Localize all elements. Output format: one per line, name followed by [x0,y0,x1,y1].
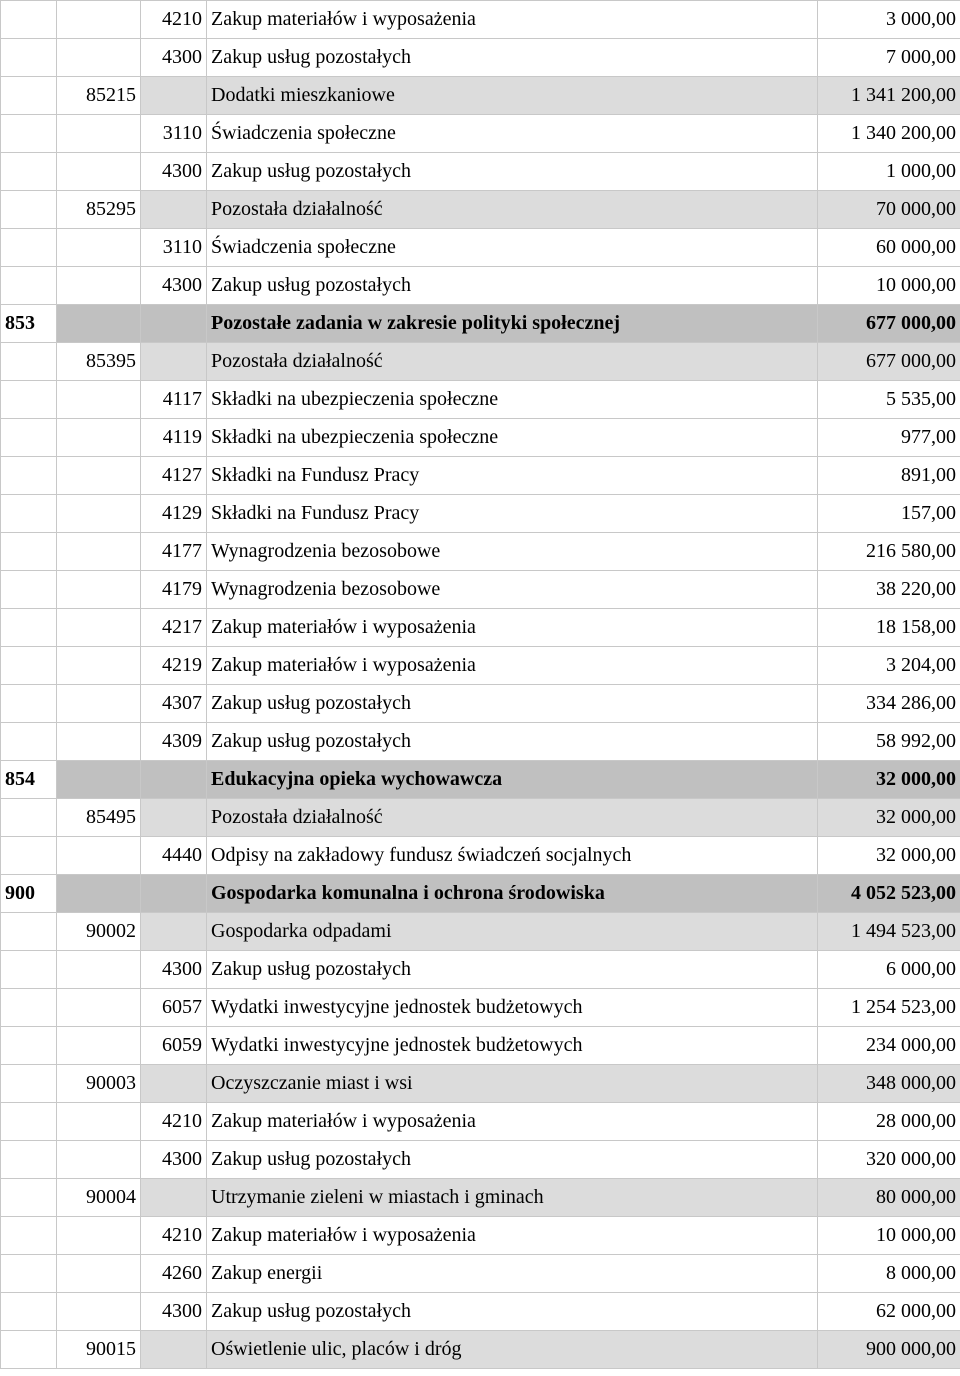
chapter-row [1,1331,960,1369]
amount-cell: 900 000,00 [818,1331,960,1369]
empty-cell [141,761,207,799]
paragraph-row [1,571,960,609]
code-cell: 4210 [141,1,207,39]
code-cell: 900 [1,875,57,913]
name-cell: Składki na Fundusz Pracy [207,495,818,533]
name-cell: Pozostała działalność [207,191,818,229]
empty-cell [1,1217,57,1255]
paragraph-row [1,609,960,647]
empty-cell [57,1217,141,1255]
amount-cell: 70 000,00 [818,191,960,229]
chapter-row [1,1179,960,1217]
budget-table-body [1,1,960,1369]
empty-cell [141,343,207,381]
code-cell: 6057 [141,989,207,1027]
amount-cell: 3 204,00 [818,647,960,685]
empty-cell [1,647,57,685]
empty-cell [57,875,141,913]
paragraph-row [1,457,960,495]
empty-cell [141,1065,207,1103]
name-cell: Wydatki inwestycyjne jednostek budżetowych [207,1027,818,1065]
paragraph-row [1,1027,960,1065]
name-cell: Zakup materiałów i wyposażenia [207,1,818,39]
empty-cell [57,495,141,533]
empty-cell [1,77,57,115]
chapter-row [1,1065,960,1103]
amount-cell: 216 580,00 [818,533,960,571]
name-cell: Gospodarka odpadami [207,913,818,951]
empty-cell [57,1103,141,1141]
empty-cell [1,1103,57,1141]
code-cell: 4129 [141,495,207,533]
code-cell: 854 [1,761,57,799]
name-cell: Składki na ubezpieczenia społeczne [207,419,818,457]
empty-cell [57,1141,141,1179]
code-cell: 90003 [57,1065,141,1103]
paragraph-row [1,723,960,761]
section-row [1,305,960,343]
empty-cell [1,913,57,951]
name-cell: Oświetlenie ulic, placów i dróg [207,1331,818,1369]
empty-cell [141,799,207,837]
empty-cell [1,1331,57,1369]
empty-cell [141,191,207,229]
code-cell: 3110 [141,115,207,153]
code-cell: 90004 [57,1179,141,1217]
name-cell: Zakup energii [207,1255,818,1293]
name-cell: Pozostałe zadania w zakresie polityki społecznej [207,305,818,343]
name-cell: Świadczenia społeczne [207,115,818,153]
code-cell: 4219 [141,647,207,685]
amount-cell: 891,00 [818,457,960,495]
empty-cell [1,571,57,609]
chapter-row [1,191,960,229]
empty-cell [1,723,57,761]
amount-cell: 38 220,00 [818,571,960,609]
empty-cell [57,951,141,989]
code-cell: 4300 [141,267,207,305]
code-cell: 4307 [141,685,207,723]
empty-cell [57,609,141,647]
empty-cell [1,1,57,39]
amount-cell: 6 000,00 [818,951,960,989]
empty-cell [1,533,57,571]
amount-cell: 677 000,00 [818,305,960,343]
empty-cell [57,533,141,571]
empty-cell [1,989,57,1027]
empty-cell [141,1331,207,1369]
name-cell: Zakup usług pozostałych [207,153,818,191]
empty-cell [141,1179,207,1217]
code-cell: 4300 [141,951,207,989]
code-cell: 4300 [141,1293,207,1331]
amount-cell: 10 000,00 [818,267,960,305]
empty-cell [57,685,141,723]
name-cell: Wynagrodzenia bezosobowe [207,571,818,609]
code-cell: 6059 [141,1027,207,1065]
paragraph-row [1,419,960,457]
empty-cell [1,153,57,191]
empty-cell [57,305,141,343]
code-cell: 4119 [141,419,207,457]
name-cell: Zakup usług pozostałych [207,39,818,77]
chapter-row [1,343,960,381]
empty-cell [1,229,57,267]
amount-cell: 677 000,00 [818,343,960,381]
empty-cell [57,267,141,305]
empty-cell [57,761,141,799]
empty-cell [57,457,141,495]
paragraph-row [1,153,960,191]
name-cell: Zakup materiałów i wyposażenia [207,609,818,647]
empty-cell [1,1255,57,1293]
code-cell: 85395 [57,343,141,381]
name-cell: Zakup materiałów i wyposażenia [207,1217,818,1255]
empty-cell [57,1293,141,1331]
amount-cell: 1 000,00 [818,153,960,191]
empty-cell [57,1255,141,1293]
amount-cell: 58 992,00 [818,723,960,761]
code-cell: 85215 [57,77,141,115]
empty-cell [1,1179,57,1217]
paragraph-row [1,837,960,875]
empty-cell [1,951,57,989]
code-cell: 4210 [141,1217,207,1255]
paragraph-row [1,1293,960,1331]
empty-cell [1,457,57,495]
empty-cell [141,875,207,913]
paragraph-row [1,1141,960,1179]
empty-cell [1,1141,57,1179]
amount-cell: 348 000,00 [818,1065,960,1103]
code-cell: 90015 [57,1331,141,1369]
empty-cell [1,495,57,533]
amount-cell: 5 535,00 [818,381,960,419]
empty-cell [141,305,207,343]
empty-cell [1,1065,57,1103]
paragraph-row [1,39,960,77]
name-cell: Zakup usług pozostałych [207,685,818,723]
amount-cell: 977,00 [818,419,960,457]
paragraph-row [1,1,960,39]
name-cell: Utrzymanie zieleni w miastach i gminach [207,1179,818,1217]
name-cell: Wydatki inwestycyjne jednostek budżetowych [207,989,818,1027]
paragraph-row [1,229,960,267]
empty-cell [57,39,141,77]
code-cell: 4210 [141,1103,207,1141]
name-cell: Świadczenia społeczne [207,229,818,267]
paragraph-row [1,495,960,533]
amount-cell: 1 341 200,00 [818,77,960,115]
empty-cell [57,723,141,761]
chapter-row [1,913,960,951]
empty-cell [57,229,141,267]
name-cell: Zakup usług pozostałych [207,723,818,761]
empty-cell [57,1027,141,1065]
paragraph-row [1,115,960,153]
empty-cell [57,837,141,875]
paragraph-row [1,1217,960,1255]
empty-cell [1,609,57,647]
empty-cell [1,191,57,229]
amount-cell: 18 158,00 [818,609,960,647]
name-cell: Zakup materiałów i wyposażenia [207,1103,818,1141]
name-cell: Edukacyjna opieka wychowawcza [207,761,818,799]
name-cell: Pozostała działalność [207,343,818,381]
name-cell: Zakup usług pozostałych [207,1141,818,1179]
empty-cell [1,115,57,153]
code-cell: 3110 [141,229,207,267]
amount-cell: 62 000,00 [818,1293,960,1331]
empty-cell [1,1027,57,1065]
name-cell: Zakup materiałów i wyposażenia [207,647,818,685]
amount-cell: 4 052 523,00 [818,875,960,913]
code-cell: 4300 [141,1141,207,1179]
empty-cell [1,799,57,837]
code-cell: 4127 [141,457,207,495]
empty-cell [57,419,141,457]
chapter-row [1,77,960,115]
name-cell: Gospodarka komunalna i ochrona środowiska [207,875,818,913]
amount-cell: 60 000,00 [818,229,960,267]
code-cell: 4177 [141,533,207,571]
code-cell: 85295 [57,191,141,229]
empty-cell [1,381,57,419]
name-cell: Zakup usług pozostałych [207,267,818,305]
empty-cell [57,571,141,609]
name-cell: Wynagrodzenia bezosobowe [207,533,818,571]
name-cell: Zakup usług pozostałych [207,951,818,989]
paragraph-row [1,685,960,723]
name-cell: Pozostała działalność [207,799,818,837]
empty-cell [141,77,207,115]
code-cell: 4300 [141,39,207,77]
amount-cell: 7 000,00 [818,39,960,77]
amount-cell: 32 000,00 [818,837,960,875]
name-cell: Składki na Fundusz Pracy [207,457,818,495]
empty-cell [1,685,57,723]
code-cell: 90002 [57,913,141,951]
empty-cell [1,1293,57,1331]
empty-cell [57,647,141,685]
amount-cell: 80 000,00 [818,1179,960,1217]
section-row [1,875,960,913]
code-cell: 85495 [57,799,141,837]
paragraph-row [1,951,960,989]
code-cell: 4260 [141,1255,207,1293]
name-cell: Składki na ubezpieczenia społeczne [207,381,818,419]
code-cell: 4309 [141,723,207,761]
empty-cell [1,267,57,305]
name-cell: Dodatki mieszkaniowe [207,77,818,115]
paragraph-row [1,533,960,571]
code-cell: 4300 [141,153,207,191]
code-cell: 4217 [141,609,207,647]
name-cell: Zakup usług pozostałych [207,1293,818,1331]
paragraph-row [1,1103,960,1141]
amount-cell: 28 000,00 [818,1103,960,1141]
amount-cell: 1 340 200,00 [818,115,960,153]
empty-cell [141,913,207,951]
amount-cell: 3 000,00 [818,1,960,39]
name-cell: Oczyszczanie miast i wsi [207,1065,818,1103]
section-row [1,761,960,799]
code-cell: 853 [1,305,57,343]
paragraph-row [1,1255,960,1293]
empty-cell [1,837,57,875]
amount-cell: 1 254 523,00 [818,989,960,1027]
paragraph-row [1,381,960,419]
empty-cell [57,115,141,153]
empty-cell [57,153,141,191]
amount-cell: 10 000,00 [818,1217,960,1255]
amount-cell: 1 494 523,00 [818,913,960,951]
amount-cell: 334 286,00 [818,685,960,723]
empty-cell [1,419,57,457]
name-cell: Odpisy na zakładowy fundusz świadczeń socjalnych [207,837,818,875]
paragraph-row [1,267,960,305]
amount-cell: 320 000,00 [818,1141,960,1179]
amount-cell: 8 000,00 [818,1255,960,1293]
amount-cell: 32 000,00 [818,761,960,799]
amount-cell: 157,00 [818,495,960,533]
chapter-row [1,799,960,837]
paragraph-row [1,989,960,1027]
amount-cell: 32 000,00 [818,799,960,837]
code-cell: 4179 [141,571,207,609]
empty-cell [57,381,141,419]
empty-cell [57,1,141,39]
empty-cell [57,989,141,1027]
paragraph-row [1,647,960,685]
empty-cell [1,343,57,381]
empty-cell [1,39,57,77]
amount-cell: 234 000,00 [818,1027,960,1065]
code-cell: 4117 [141,381,207,419]
code-cell: 4440 [141,837,207,875]
